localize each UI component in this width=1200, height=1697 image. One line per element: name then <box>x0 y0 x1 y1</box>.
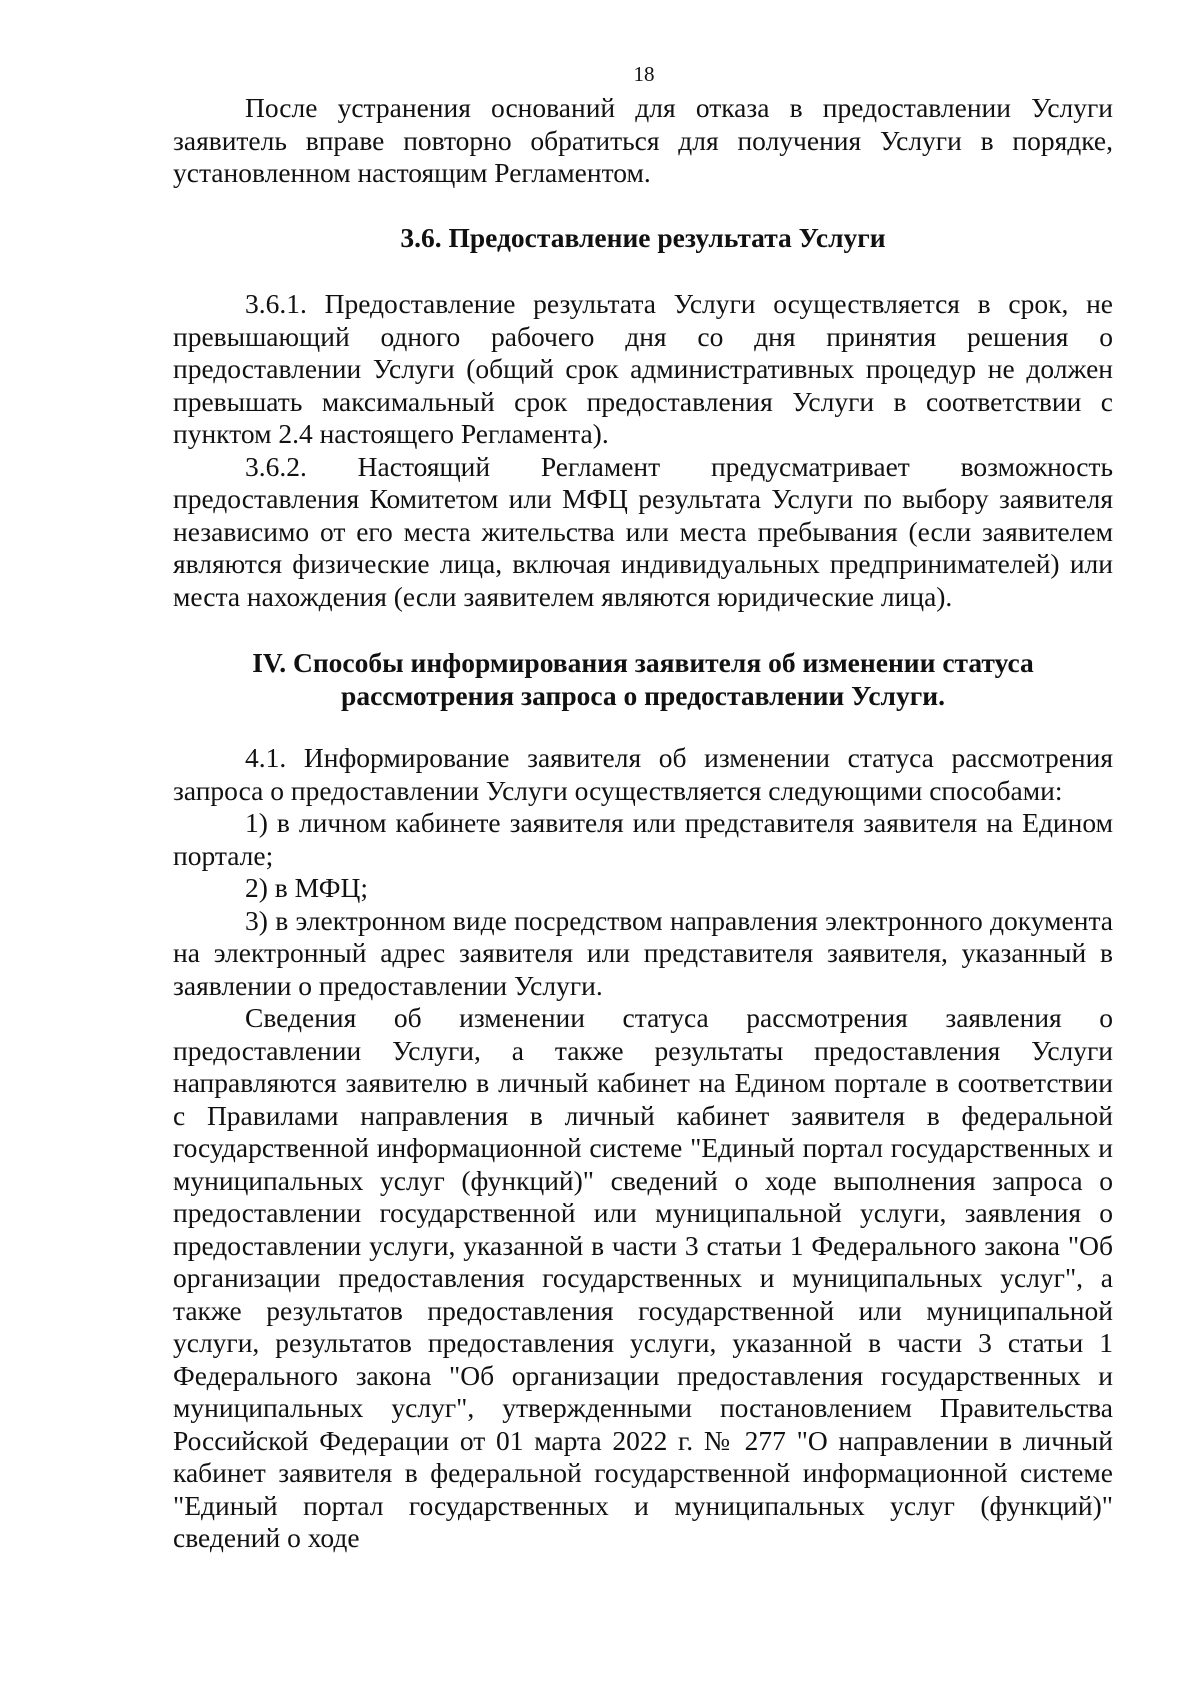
section-4-title-line-1: IV. Способы информирования заявителя об изменении статуса <box>252 647 1034 678</box>
section-4-title <box>173 647 1113 712</box>
list-item-2: 2) в МФЦ; <box>245 872 368 903</box>
paragraph-status-info: Сведения об изменении статуса рассмотрения заявления о предоставлении Услуги, а также результаты предоставления Услуги направляются заявителю в личный кабинет на Едином портале в соответствии с Правилами направления в личный кабинет заявителя в федеральной государственной информационной системе "Единый портал государственных и муниципальных услуг (функций)" сведений о ходе выполнения запроса о предоставлении государственной или муниципальной услуги, заявления о предоставлении услуги, указанной в части 3 статьи 1 Федерального закона "Об организации предоставления государственных и муниципальных услуг", а также результатов предоставления государственной или муниципальной услуги, результатов предоставления услуги, указанной в части 3 статьи 1 Федерального закона "Об организации предоставления государственных и муниципальных услуг", утвержденными постановлением Правительства Российской Федерации от 01 марта 2022 г. № 277 "О направлении в личный кабинет заявителя в федеральной государственной информационной системе "Единый портал государственных и муниципальных услуг (функций)" сведений о ходе <box>173 1002 1113 1553</box>
document-body <box>173 92 1113 1555</box>
list-item-1: 1) в личном кабинете заявителя или представителя заявителя на Едином портале; <box>173 807 1113 871</box>
page-number: 18 <box>633 62 655 86</box>
paragraph-3-6-2: 3.6.2. Настоящий Регламент предусматривает возможность предоставления Комитетом или МФЦ результата Услуги по выбору заявителя независимо от его места жительства или места пребывания (если заявителем являются физические лица, включая индивидуальных предпринимателей) или места нахождения (если заявителем являются юридические лица). <box>173 450 1113 612</box>
section-3-6-title: 3.6. Предоставление результата Услуги <box>400 221 886 253</box>
paragraph-4-1: 4.1. Информирование заявителя об изменении статуса рассмотрения запроса о предоставлении Услуги осуществляется следующими способами: <box>173 742 1113 806</box>
paragraph-3-6-1: 3.6.1. Предоставление результата Услуги осуществляется в срок, не превышающий одного рабочего дня со дня принятия решения о предоставлении Услуги (общий срок административных процедур не должен превышать максимальный срок предоставления Услуги в соответствии с пунктом 2.4 настоящего Регламента). <box>173 288 1113 449</box>
list-item-3: 3) в электронном виде посредством направления электронного документа на электронный адрес заявителя или представителя заявителя, указанный в заявлении о предоставлении Услуги. <box>173 904 1113 1001</box>
paragraph-intro: После устранения оснований для отказа в предоставлении Услуги заявитель вправе повторно обратиться для получения Услуги в порядке, установленном настоящим Регламентом. <box>173 92 1113 188</box>
section-4-title-line-2: рассмотрения запроса о предоставлении Услуги. <box>341 679 945 711</box>
